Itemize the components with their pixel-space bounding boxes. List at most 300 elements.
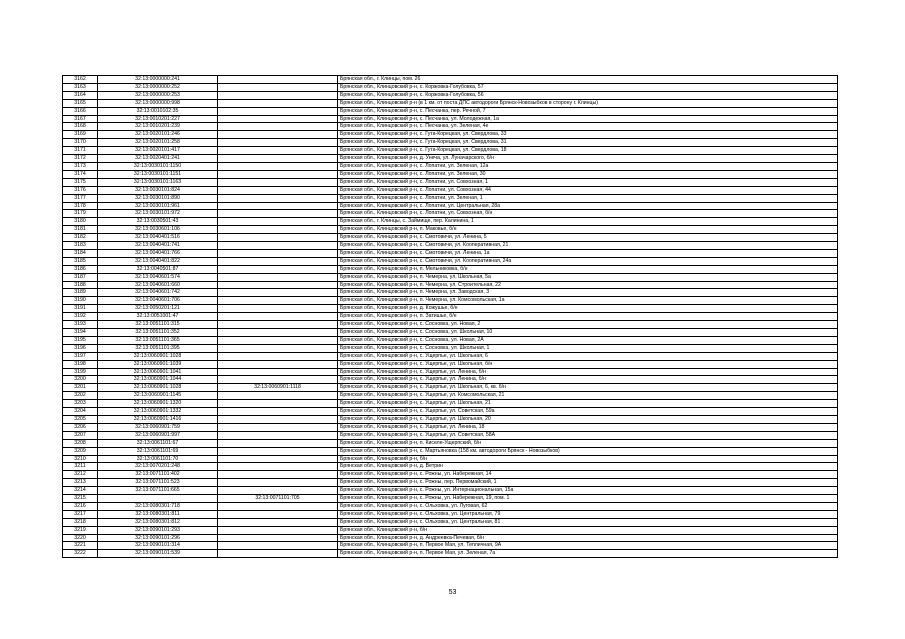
row-number-cell: 3169 <box>63 131 98 139</box>
address-cell: Брянская обл., Клинцовский р-н, д. Ветрин <box>338 463 838 471</box>
address-cell: Брянская обл., Клинцовский р-н, с. Ущерпье, ул. Ленина, б/н <box>338 368 838 376</box>
cadastral-number-cell: 32:13:0060901:1416 <box>98 415 218 423</box>
address-cell: Брянская обл., Клинцовский р-н, с. Мартьяновка (158 км. автодороги Брянск - Новозыбков) <box>338 447 838 455</box>
cadastral-number-cell: 32:13:0030101:1150 <box>98 162 218 170</box>
row-number-cell: 3207 <box>63 431 98 439</box>
address-cell: Брянская обл., Клинцовский р-н, с. Сосновка, ул. Новая, 2 <box>338 321 838 329</box>
cadastral-number-cell: 32:13:0040401:766 <box>98 249 218 257</box>
address-cell: Брянская обл., Клинцовский р-н, с. Песчанка, пер. Речной, 7 <box>338 107 838 115</box>
table-row <box>63 502 838 510</box>
table-row <box>63 178 838 186</box>
secondary-cadastral-number-cell <box>218 123 338 131</box>
table-row <box>63 91 838 99</box>
table-row <box>63 115 838 123</box>
address-cell: Брянская обл., Клинцовский р-н, с. Ольховка, ул. Центральная, 79 <box>338 510 838 518</box>
secondary-cadastral-number-cell <box>218 249 338 257</box>
table-row <box>63 439 838 447</box>
row-number-cell: 3180 <box>63 218 98 226</box>
table-row <box>63 99 838 107</box>
table-row <box>63 360 838 368</box>
secondary-cadastral-number-cell <box>218 281 338 289</box>
row-number-cell: 3170 <box>63 139 98 147</box>
address-cell: Брянская обл., Клинцовский р-н, с. Ущерпье, ул. Школьная, 20 <box>338 415 838 423</box>
address-cell: Брянская обл., Клинцовский р-н, п. Чемерна, ул. Школьная, 5а <box>338 273 838 281</box>
address-cell: Брянская обл., Клинцовский р-н, с. Сосновка, ул. Школьная, 1 <box>338 344 838 352</box>
table-row <box>63 534 838 542</box>
secondary-cadastral-number-cell <box>218 202 338 210</box>
table-row <box>63 463 838 471</box>
secondary-cadastral-number-cell <box>218 178 338 186</box>
row-number-cell: 3183 <box>63 242 98 250</box>
row-number-cell: 3201 <box>63 384 98 392</box>
table-row <box>63 131 838 139</box>
table-row <box>63 210 838 218</box>
secondary-cadastral-number-cell <box>218 408 338 416</box>
address-cell: Брянская обл., Клинцовский р-н, с. Гута-Корецкая, ул. Свердлова, 18 <box>338 147 838 155</box>
secondary-cadastral-number-cell: 32:13:0071101:705 <box>218 495 338 503</box>
row-number-cell: 3177 <box>63 194 98 202</box>
secondary-cadastral-number-cell <box>218 518 338 526</box>
address-cell: Брянская обл., Клинцовский р-н, п. Чемерна, ул. Строительная, 22 <box>338 281 838 289</box>
address-cell: Брянская обл., Клинцовский р-н, б/н <box>338 455 838 463</box>
secondary-cadastral-number-cell <box>218 234 338 242</box>
secondary-cadastral-number-cell <box>218 305 338 313</box>
secondary-cadastral-number-cell <box>218 99 338 107</box>
row-number-cell: 3185 <box>63 257 98 265</box>
table-row <box>63 518 838 526</box>
secondary-cadastral-number-cell <box>218 242 338 250</box>
table-row <box>63 352 838 360</box>
row-number-cell: 3204 <box>63 408 98 416</box>
cadastral-number-cell: 32:13:0080301:812 <box>98 518 218 526</box>
registry-table <box>62 75 838 558</box>
address-cell: Брянская обл., Клинцовский р-н, с. Коржовка-Голубовка, 57 <box>338 83 838 91</box>
table-row <box>63 336 838 344</box>
row-number-cell: 3165 <box>63 99 98 107</box>
row-number-cell: 3209 <box>63 447 98 455</box>
row-number-cell: 3198 <box>63 360 98 368</box>
address-cell: Брянская обл., Клинцовский р-н, с. Рожны, ул. Набережная, 14 <box>338 471 838 479</box>
row-number-cell: 3211 <box>63 463 98 471</box>
row-number-cell: 3206 <box>63 423 98 431</box>
table-row <box>63 392 838 400</box>
address-cell: Брянская обл., Клинцовский р-н, с. Ольховка, ул. Луговая, 62 <box>338 502 838 510</box>
secondary-cadastral-number-cell <box>218 329 338 337</box>
secondary-cadastral-number-cell <box>218 131 338 139</box>
secondary-cadastral-number-cell <box>218 289 338 297</box>
table-row <box>63 170 838 178</box>
row-number-cell: 3203 <box>63 400 98 408</box>
secondary-cadastral-number-cell <box>218 147 338 155</box>
secondary-cadastral-number-cell <box>218 431 338 439</box>
table-row <box>63 408 838 416</box>
cadastral-number-cell: 32:13:0060901:1044 <box>98 376 218 384</box>
cadastral-number-cell: 32:13:0030101:972 <box>98 210 218 218</box>
row-number-cell: 3179 <box>63 210 98 218</box>
row-number-cell: 3171 <box>63 147 98 155</box>
row-number-cell: 3214 <box>63 487 98 495</box>
cadastral-number-cell: 32:13:0030101:890 <box>98 194 218 202</box>
address-cell: Брянская обл., Клинцовский р-н (в 1 км. от поста ДПС автодороги Брянск-Новозыбков в сторону г. Клинцы) <box>338 99 838 107</box>
table-row <box>63 194 838 202</box>
table-row <box>63 321 838 329</box>
row-number-cell: 3181 <box>63 226 98 234</box>
secondary-cadastral-number-cell <box>218 91 338 99</box>
row-number-cell: 3164 <box>63 91 98 99</box>
cadastral-number-cell: 32:13:0060901:1028 <box>98 352 218 360</box>
table-row <box>63 83 838 91</box>
cadastral-number-cell: 32:13:0040401:516 <box>98 234 218 242</box>
row-number-cell: 3215 <box>63 495 98 503</box>
table-row <box>63 123 838 131</box>
address-cell: Брянская обл., Клинцовский р-н, с. Лопатни, ул. Центральная, 28а <box>338 202 838 210</box>
row-number-cell: 3176 <box>63 186 98 194</box>
row-number-cell: 3166 <box>63 107 98 115</box>
address-cell: Брянская обл., Клинцовский р-н, с. Лопатни, ул. Совхозная, 44 <box>338 186 838 194</box>
secondary-cadastral-number-cell <box>218 162 338 170</box>
table-row <box>63 542 838 550</box>
address-cell: Брянская обл., Клинцовский р-н, с. Сосновка, ул. Новая, 2А <box>338 336 838 344</box>
secondary-cadastral-number-cell <box>218 76 338 84</box>
secondary-cadastral-number-cell <box>218 360 338 368</box>
table-row <box>63 107 838 115</box>
cadastral-number-cell: 32:13:0051101:352 <box>98 329 218 337</box>
table-row <box>63 147 838 155</box>
cadastral-number-cell: 32:13:0071101:523 <box>98 479 218 487</box>
row-number-cell: 3178 <box>63 202 98 210</box>
cadastral-number-cell: 32:13:0051101:365 <box>98 336 218 344</box>
address-cell: Брянская обл., Клинцовский р-н, с. Рожны, ул. Интернациональная, 15а <box>338 487 838 495</box>
address-cell: Брянская обл., Клинцовский р-н, с. Смотовичи, ул. Ленина, 1а <box>338 249 838 257</box>
cadastral-number-cell: 32:13:0061101:67 <box>98 439 218 447</box>
cadastral-number-cell: 32:13:0010201:239 <box>98 123 218 131</box>
secondary-cadastral-number-cell <box>218 392 338 400</box>
table-row <box>63 257 838 265</box>
registry-table-body <box>63 76 838 558</box>
cadastral-number-cell: 32:13:0020401:241 <box>98 155 218 163</box>
row-number-cell: 3182 <box>63 234 98 242</box>
cadastral-number-cell: 32:13:0071101:665 <box>98 487 218 495</box>
row-number-cell: 3186 <box>63 265 98 273</box>
row-number-cell: 3199 <box>63 368 98 376</box>
address-cell: Брянская обл., Клинцовский р-н, п. Киселе-Ущерпский, б/н <box>338 439 838 447</box>
address-cell: Брянская обл., Клинцовский р-н, с. Ущерпье, ул. Школьная, 6, кв. б/н <box>338 384 838 392</box>
cadastral-number-cell: 32:13:0030101:824 <box>98 186 218 194</box>
address-cell: Брянская обл., Клинцовский р-н, с. Смотовичи, ул. Кооперативная, 21 <box>338 242 838 250</box>
row-number-cell: 3213 <box>63 479 98 487</box>
cadastral-number-cell: 32:13:0030501:43 <box>98 218 218 226</box>
cadastral-number-cell: 32:13:0060901:1028 <box>98 384 218 392</box>
cadastral-number-cell: 32:13:0060901:1041 <box>98 368 218 376</box>
address-cell: Брянская обл., Клинцовский р-н, с. Ущерпье, ул. Комсомольская, 21 <box>338 392 838 400</box>
secondary-cadastral-number-cell <box>218 265 338 273</box>
row-number-cell: 3202 <box>63 392 98 400</box>
secondary-cadastral-number-cell <box>218 479 338 487</box>
table-row <box>63 479 838 487</box>
address-cell: Брянская обл., Клинцовский р-н, с. Рожны, ул. Набережная, 19, пом. 1 <box>338 495 838 503</box>
row-number-cell: 3168 <box>63 123 98 131</box>
row-number-cell: 3200 <box>63 376 98 384</box>
address-cell: Брянская обл., Клинцовский р-н, с. Ольховка, ул. Центральная, 81 <box>338 518 838 526</box>
secondary-cadastral-number-cell <box>218 115 338 123</box>
cadastral-number-cell: 32:13:0040401:741 <box>98 242 218 250</box>
table-row <box>63 400 838 408</box>
address-cell: Брянская обл., Клинцовский р-н, с. Лопатни, ул. Зеленая, 30 <box>338 170 838 178</box>
secondary-cadastral-number-cell <box>218 336 338 344</box>
cadastral-number-cell: 32:13:0061101:70 <box>98 455 218 463</box>
address-cell: Брянская обл., г. Клинцы, пом. 26 <box>338 76 838 84</box>
address-cell: Брянская обл., Клинцовский р-н, п. Маковье, б/н <box>338 226 838 234</box>
table-row <box>63 384 838 392</box>
secondary-cadastral-number-cell <box>218 273 338 281</box>
secondary-cadastral-number-cell <box>218 510 338 518</box>
cadastral-number-cell: 32:13:0020101:417 <box>98 147 218 155</box>
address-cell: Брянская обл., Клинцовский р-н, с. Песчанка, ул. Молодежная, 1а <box>338 115 838 123</box>
cadastral-number-cell: 32:13:0090101:539 <box>98 550 218 558</box>
row-number-cell: 3216 <box>63 502 98 510</box>
table-row <box>63 447 838 455</box>
secondary-cadastral-number-cell <box>218 210 338 218</box>
table-row <box>63 550 838 558</box>
row-number-cell: 3208 <box>63 439 98 447</box>
secondary-cadastral-number-cell <box>218 194 338 202</box>
secondary-cadastral-number-cell <box>218 155 338 163</box>
table-row <box>63 281 838 289</box>
table-row <box>63 423 838 431</box>
address-cell: Брянская обл., Клинцовский р-н, с. Лопатни, ул. Совхозная, б/н <box>338 210 838 218</box>
row-number-cell: 3184 <box>63 249 98 257</box>
secondary-cadastral-number-cell <box>218 170 338 178</box>
table-row <box>63 76 838 84</box>
secondary-cadastral-number-cell <box>218 107 338 115</box>
cadastral-number-cell: 32:13:0040601:706 <box>98 297 218 305</box>
secondary-cadastral-number-cell <box>218 550 338 558</box>
secondary-cadastral-number-cell <box>218 439 338 447</box>
address-cell: Брянская обл., Клинцовский р-н, с. Ущерпье, ул. Школьная, б/н <box>338 360 838 368</box>
cadastral-number-cell: 32:13:0080301:811 <box>98 510 218 518</box>
row-number-cell: 3218 <box>63 518 98 526</box>
secondary-cadastral-number-cell <box>218 463 338 471</box>
cadastral-number-cell: 32:13:0060901:997 <box>98 431 218 439</box>
secondary-cadastral-number-cell <box>218 542 338 550</box>
cadastral-number-cell: 32:13:0030101:961 <box>98 202 218 210</box>
address-cell: Брянская обл., г. Клинцы, с. Займище, пер. Калинина, 1 <box>338 218 838 226</box>
row-number-cell: 3222 <box>63 550 98 558</box>
table-row <box>63 234 838 242</box>
secondary-cadastral-number-cell <box>218 368 338 376</box>
table-row <box>63 242 838 250</box>
cadastral-number-cell: 32:13:0060901:759 <box>98 423 218 431</box>
row-number-cell: 3191 <box>63 305 98 313</box>
cadastral-number-cell: 32:13:0060901:1332 <box>98 408 218 416</box>
table-row <box>63 155 838 163</box>
secondary-cadastral-number-cell <box>218 186 338 194</box>
table-row <box>63 495 838 503</box>
row-number-cell: 3220 <box>63 534 98 542</box>
table-row <box>63 313 838 321</box>
address-cell: Брянская обл., Клинцовский р-н, с. Песчанка, ул. Зеленая, 4е <box>338 123 838 131</box>
address-cell: Брянская обл., Клинцовский р-н, с. Ущерпье, ул. Ленина, 18 <box>338 423 838 431</box>
secondary-cadastral-number-cell <box>218 423 338 431</box>
secondary-cadastral-number-cell <box>218 352 338 360</box>
cadastral-number-cell: 32:13:0000000:998 <box>98 99 218 107</box>
row-number-cell: 3221 <box>63 542 98 550</box>
cadastral-number-cell: 32:13:0090101:293 <box>98 526 218 534</box>
table-row <box>63 289 838 297</box>
address-cell: Брянская обл., Клинцовский р-н, п. Чемерна, ул. Заводская, 3 <box>338 289 838 297</box>
address-cell: Брянская обл., Клинцовский р-н, с. Смотовичи, ул. Кооперативная, 24а <box>338 257 838 265</box>
cadastral-number-cell: 32:13:0000000:241 <box>98 76 218 84</box>
table-row <box>63 431 838 439</box>
cadastral-number-cell: 32:13:0060901:1320 <box>98 400 218 408</box>
row-number-cell: 3219 <box>63 526 98 534</box>
cadastral-number-cell: 32:13:0010102:35 <box>98 107 218 115</box>
row-number-cell: 3172 <box>63 155 98 163</box>
secondary-cadastral-number-cell <box>218 534 338 542</box>
address-cell: Брянская обл., Клинцовский р-н, п. Мельниковка, б/н <box>338 265 838 273</box>
table-row <box>63 265 838 273</box>
table-row <box>63 218 838 226</box>
cadastral-number-cell: 32:13:0060901:1039 <box>98 360 218 368</box>
cadastral-number-cell: 32:13:0020101:246 <box>98 131 218 139</box>
secondary-cadastral-number-cell <box>218 297 338 305</box>
address-cell: Брянская обл., Клинцовский р-н, п. Первое Мая, ул. Зеленая, 7а <box>338 550 838 558</box>
row-number-cell: 3173 <box>63 162 98 170</box>
cadastral-number-cell: 32:13:0000000:252 <box>98 83 218 91</box>
row-number-cell: 3189 <box>63 289 98 297</box>
address-cell: Брянская обл., Клинцовский р-н, с. Лопатни, ул. Зеленая, 12а <box>338 162 838 170</box>
cadastral-number-cell: 32:13:0051101:315 <box>98 321 218 329</box>
secondary-cadastral-number-cell <box>218 83 338 91</box>
table-row <box>63 526 838 534</box>
address-cell: Брянская обл., Клинцовский р-н, б/н <box>338 526 838 534</box>
secondary-cadastral-number-cell <box>218 321 338 329</box>
secondary-cadastral-number-cell <box>218 471 338 479</box>
row-number-cell: 3205 <box>63 415 98 423</box>
row-number-cell: 3210 <box>63 455 98 463</box>
row-number-cell: 3212 <box>63 471 98 479</box>
secondary-cadastral-number-cell <box>218 344 338 352</box>
address-cell: Брянская обл., Клинцовский р-н, п. Затишье, б/н <box>338 313 838 321</box>
address-cell: Брянская обл., Клинцовский р-н, с. Ущерпье, ул. Советская, 58А <box>338 431 838 439</box>
cadastral-number-cell: 32:13:0030101:1163 <box>98 178 218 186</box>
cadastral-number-cell: 32:13:0020101:258 <box>98 139 218 147</box>
address-cell: Брянская обл., Клинцовский р-н, с. Рожны, пер. Первомайский, 1 <box>338 479 838 487</box>
table-row <box>63 249 838 257</box>
secondary-cadastral-number-cell <box>218 415 338 423</box>
row-number-cell: 3175 <box>63 178 98 186</box>
cadastral-number-cell: 32:13:0080301:718 <box>98 502 218 510</box>
cadastral-number-cell: 32:13:0030601:106 <box>98 226 218 234</box>
table-row <box>63 202 838 210</box>
cadastral-number-cell: 32:13:0090101:314 <box>98 542 218 550</box>
table-row <box>63 273 838 281</box>
address-cell: Брянская обл., Клинцовский р-н, д. Кожушье, б/н <box>338 305 838 313</box>
cadastral-number-cell: 32:13:0051001:47 <box>98 313 218 321</box>
cadastral-number-cell <box>98 495 218 503</box>
cadastral-number-cell: 32:13:0051101:395 <box>98 344 218 352</box>
cadastral-number-cell: 32:13:0070201:248 <box>98 463 218 471</box>
cadastral-number-cell: 32:13:0040501:87 <box>98 265 218 273</box>
secondary-cadastral-number-cell <box>218 226 338 234</box>
row-number-cell: 3190 <box>63 297 98 305</box>
row-number-cell: 3192 <box>63 313 98 321</box>
secondary-cadastral-number-cell <box>218 447 338 455</box>
secondary-cadastral-number-cell <box>218 313 338 321</box>
table-row <box>63 226 838 234</box>
cadastral-number-cell: 32:13:0061101:69 <box>98 447 218 455</box>
table-row <box>63 186 838 194</box>
address-cell: Брянская обл., Клинцовский р-н, с. Сосновка, ул. Школьная, 10 <box>338 329 838 337</box>
address-cell: Брянская обл., Клинцовский р-н, п. Чемерна, ул. Комсомольская, 1а <box>338 297 838 305</box>
table-row <box>63 305 838 313</box>
secondary-cadastral-number-cell <box>218 526 338 534</box>
cadastral-number-cell: 32:13:0060901:1145 <box>98 392 218 400</box>
row-number-cell: 3217 <box>63 510 98 518</box>
cadastral-number-cell: 32:13:0010201:227 <box>98 115 218 123</box>
secondary-cadastral-number-cell <box>218 257 338 265</box>
table-row <box>63 376 838 384</box>
secondary-cadastral-number-cell <box>218 376 338 384</box>
row-number-cell: 3193 <box>63 321 98 329</box>
secondary-cadastral-number-cell <box>218 400 338 408</box>
address-cell: Брянская обл., Клинцовский р-н, с. Лопатни, ул. Совхозная, 1 <box>338 178 838 186</box>
cadastral-number-cell: 32:13:0000000:253 <box>98 91 218 99</box>
row-number-cell: 3197 <box>63 352 98 360</box>
cadastral-number-cell: 32:13:0050201:121 <box>98 305 218 313</box>
row-number-cell: 3162 <box>63 76 98 84</box>
row-number-cell: 3194 <box>63 329 98 337</box>
address-cell: Брянская обл., Клинцовский р-н, д. Андреевка-Печевая, б/н <box>338 534 838 542</box>
address-cell: Брянская обл., Клинцовский р-н, с. Ущерпье, ул. Ленина, б/н <box>338 376 838 384</box>
row-number-cell: 3187 <box>63 273 98 281</box>
address-cell: Брянская обл., Клинцовский р-н, с. Ущерпье, ул. Школьная, 6 <box>338 352 838 360</box>
row-number-cell: 3196 <box>63 344 98 352</box>
cadastral-number-cell: 32:13:0030101:1151 <box>98 170 218 178</box>
cadastral-number-cell: 32:13:0090101:296 <box>98 534 218 542</box>
address-cell: Брянская обл., Клинцовский р-н, с. Гута-Корецкая, ул. Свердлова, 31 <box>338 139 838 147</box>
cadastral-number-cell: 32:13:0040601:574 <box>98 273 218 281</box>
table-row <box>63 455 838 463</box>
table-row <box>63 415 838 423</box>
address-cell: Брянская обл., Клинцовский р-н, п. Первое Мая, ул. Тепличная, 9А <box>338 542 838 550</box>
secondary-cadastral-number-cell: 32:13:0060901:1118 <box>218 384 338 392</box>
row-number-cell: 3167 <box>63 115 98 123</box>
row-number-cell: 3174 <box>63 170 98 178</box>
table-row <box>63 471 838 479</box>
secondary-cadastral-number-cell <box>218 487 338 495</box>
table-row <box>63 139 838 147</box>
secondary-cadastral-number-cell <box>218 455 338 463</box>
row-number-cell: 3163 <box>63 83 98 91</box>
address-cell: Брянская обл., Клинцовский р-н, с. Ущерпье, ул. Советская, 59а <box>338 408 838 416</box>
secondary-cadastral-number-cell <box>218 139 338 147</box>
table-row <box>63 329 838 337</box>
address-cell: Брянская обл., Клинцовский р-н, с. Смотовичи, ул. Ленина, 5 <box>338 234 838 242</box>
address-cell: Брянская обл., Клинцовский р-н, с. Ущерпье, ул. Школьная, 21 <box>338 400 838 408</box>
address-cell: Брянская обл., Клинцовский р-н, с. Гута-Корецкая, ул. Свердлова, 33 <box>338 131 838 139</box>
address-cell: Брянская обл., Клинцовский р-н, д. Унеча, ул. Луначарского, б/н <box>338 155 838 163</box>
cadastral-number-cell: 32:13:0040601:742 <box>98 289 218 297</box>
secondary-cadastral-number-cell <box>218 502 338 510</box>
table-row <box>63 162 838 170</box>
table-row <box>63 368 838 376</box>
row-number-cell: 3195 <box>63 336 98 344</box>
address-cell: Брянская обл., Клинцовский р-н, с. Лопатни, ул. Зеленая, 1 <box>338 194 838 202</box>
page-number: 53 <box>448 589 457 596</box>
secondary-cadastral-number-cell <box>218 218 338 226</box>
cadastral-number-cell: 32:13:0040601:660 <box>98 281 218 289</box>
